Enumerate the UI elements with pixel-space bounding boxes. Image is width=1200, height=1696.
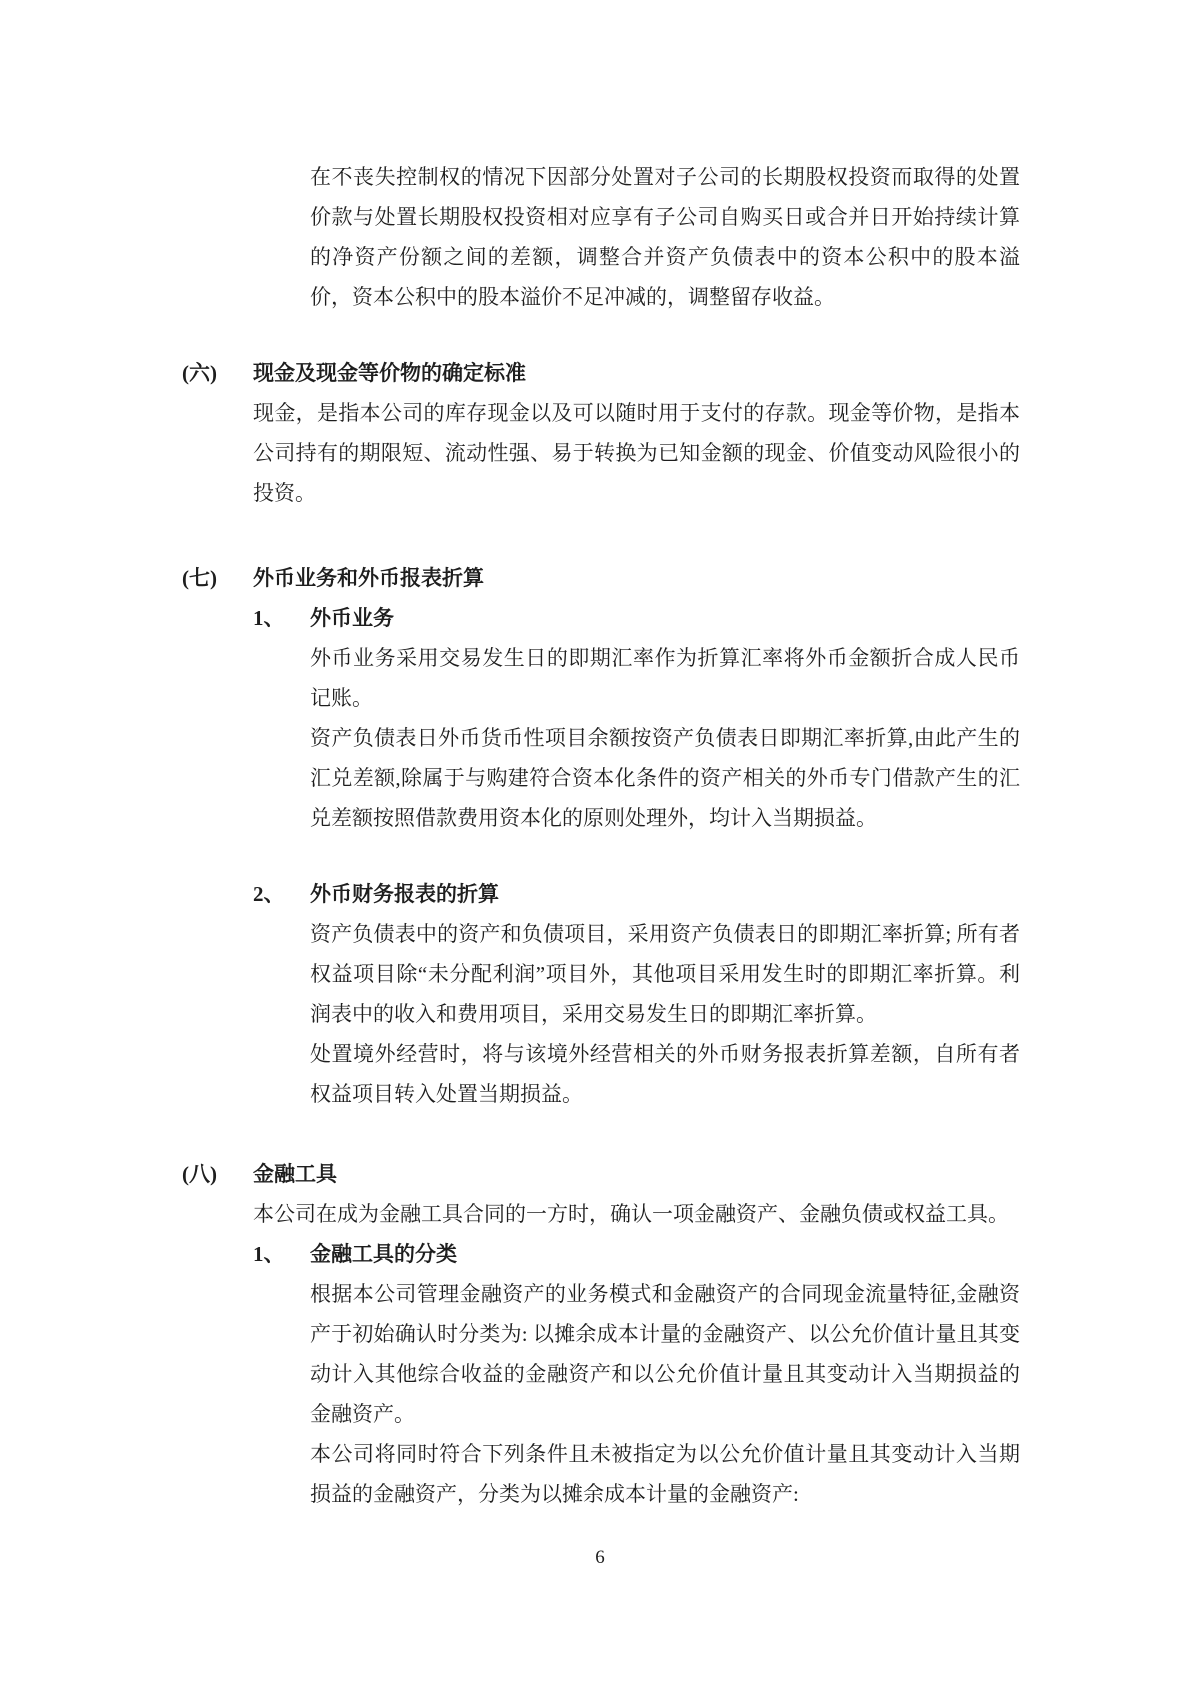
section-heading — [182, 353, 1020, 393]
subsection-financial-instruments-classification — [182, 1234, 1020, 1514]
paragraph: 资产负债表中的资产和负债项目，采用资产负债表日的即期汇率折算; 所有者权益项目除“未分配利润”项目外，其他项目采用发生时的即期汇率折算。利润表中的收入和费用项目，采用交易发生日的即期汇率折算。 — [310, 922, 1020, 1026]
subsection-body — [310, 914, 1020, 1114]
section-financial-instruments — [182, 1154, 1020, 1514]
section-title: 外币业务和外币报表折算 — [253, 566, 484, 590]
section-number: (七) — [182, 566, 217, 590]
subsection-fx-statement-translation — [182, 874, 1020, 1114]
subsection-body — [310, 1274, 1020, 1514]
subsection-title: 金融工具的分类 — [310, 1242, 457, 1266]
section-heading — [182, 1154, 1020, 1194]
subsection-title: 外币财务报表的折算 — [310, 882, 499, 906]
paragraph: 处置境外经营时，将与该境外经营相关的外币财务报表折算差额，自所有者权益项目转入处置当期损益。 — [310, 1042, 1020, 1106]
section-foreign-currency — [182, 558, 1020, 1114]
subsection-heading — [253, 598, 1020, 638]
section-number: (六) — [182, 361, 217, 385]
continuation-paragraph: 在不丧失控制权的情况下因部分处置对子公司的长期股权投资而取得的处置价款与处置长期股权投资相对应享有子公司自购买日或合并日开始持续计算的净资产份额之间的差额，调整合并资产负债表中的资本公积中的股本溢价，资本公积中的股本溢价不足冲减的，调整留存收益。 — [310, 165, 1020, 309]
section-body — [253, 1194, 1020, 1234]
section-title: 金融工具 — [253, 1162, 337, 1186]
subsection-title: 外币业务 — [310, 606, 394, 630]
paragraph: 本公司在成为金融工具合同的一方时，确认一项金融资产、金融负债或权益工具。 — [253, 1202, 1009, 1226]
subsection-number: 1、 — [253, 606, 285, 630]
subsection-number: 2、 — [253, 882, 285, 906]
section-number: (八) — [182, 1162, 217, 1186]
paragraph: 外币业务采用交易发生日的即期汇率作为折算汇率将外币金额折合成人民币记账。 — [310, 646, 1020, 710]
paragraph: 本公司将同时符合下列条件且未被指定为以公允价值计量且其变动计入当期损益的金融资产，分类为以摊余成本计量的金融资产: — [310, 1442, 1020, 1506]
subsection-heading — [253, 1234, 1020, 1274]
section-heading — [182, 558, 1020, 598]
page-footer — [0, 1543, 1200, 1573]
subsection-foreign-currency-business — [182, 598, 1020, 838]
subsection-body — [310, 638, 1020, 838]
section-cash-equivalents — [182, 353, 1020, 513]
subsection-number: 1、 — [253, 1242, 285, 1266]
paragraph: 资产负债表日外币货币性项目余额按资产负债表日即期汇率折算,由此产生的汇兑差额,除属于与购建符合资本化条件的资产相关的外币专门借款产生的汇兑差额按照借款费用资本化的原则处理外，均计入当期损益。 — [310, 726, 1020, 830]
paragraph: 现金，是指本公司的库存现金以及可以随时用于支付的存款。现金等价物，是指本公司持有的期限短、流动性强、易于转换为已知金额的现金、价值变动风险很小的投资。 — [253, 401, 1020, 505]
section-body — [253, 393, 1020, 513]
paragraph: 根据本公司管理金融资产的业务模式和金融资产的合同现金流量特征,金融资产于初始确认时分类为: 以摊余成本计量的金融资产、以公允价值计量且其变动计入其他综合收益的金融资产和以公允价值计量且其变动计入当期损益的金融资产。 — [310, 1282, 1020, 1426]
section-title: 现金及现金等价物的确定标准 — [253, 361, 526, 385]
page-number: 6 — [595, 1547, 605, 1568]
subsection-heading — [253, 874, 1020, 914]
